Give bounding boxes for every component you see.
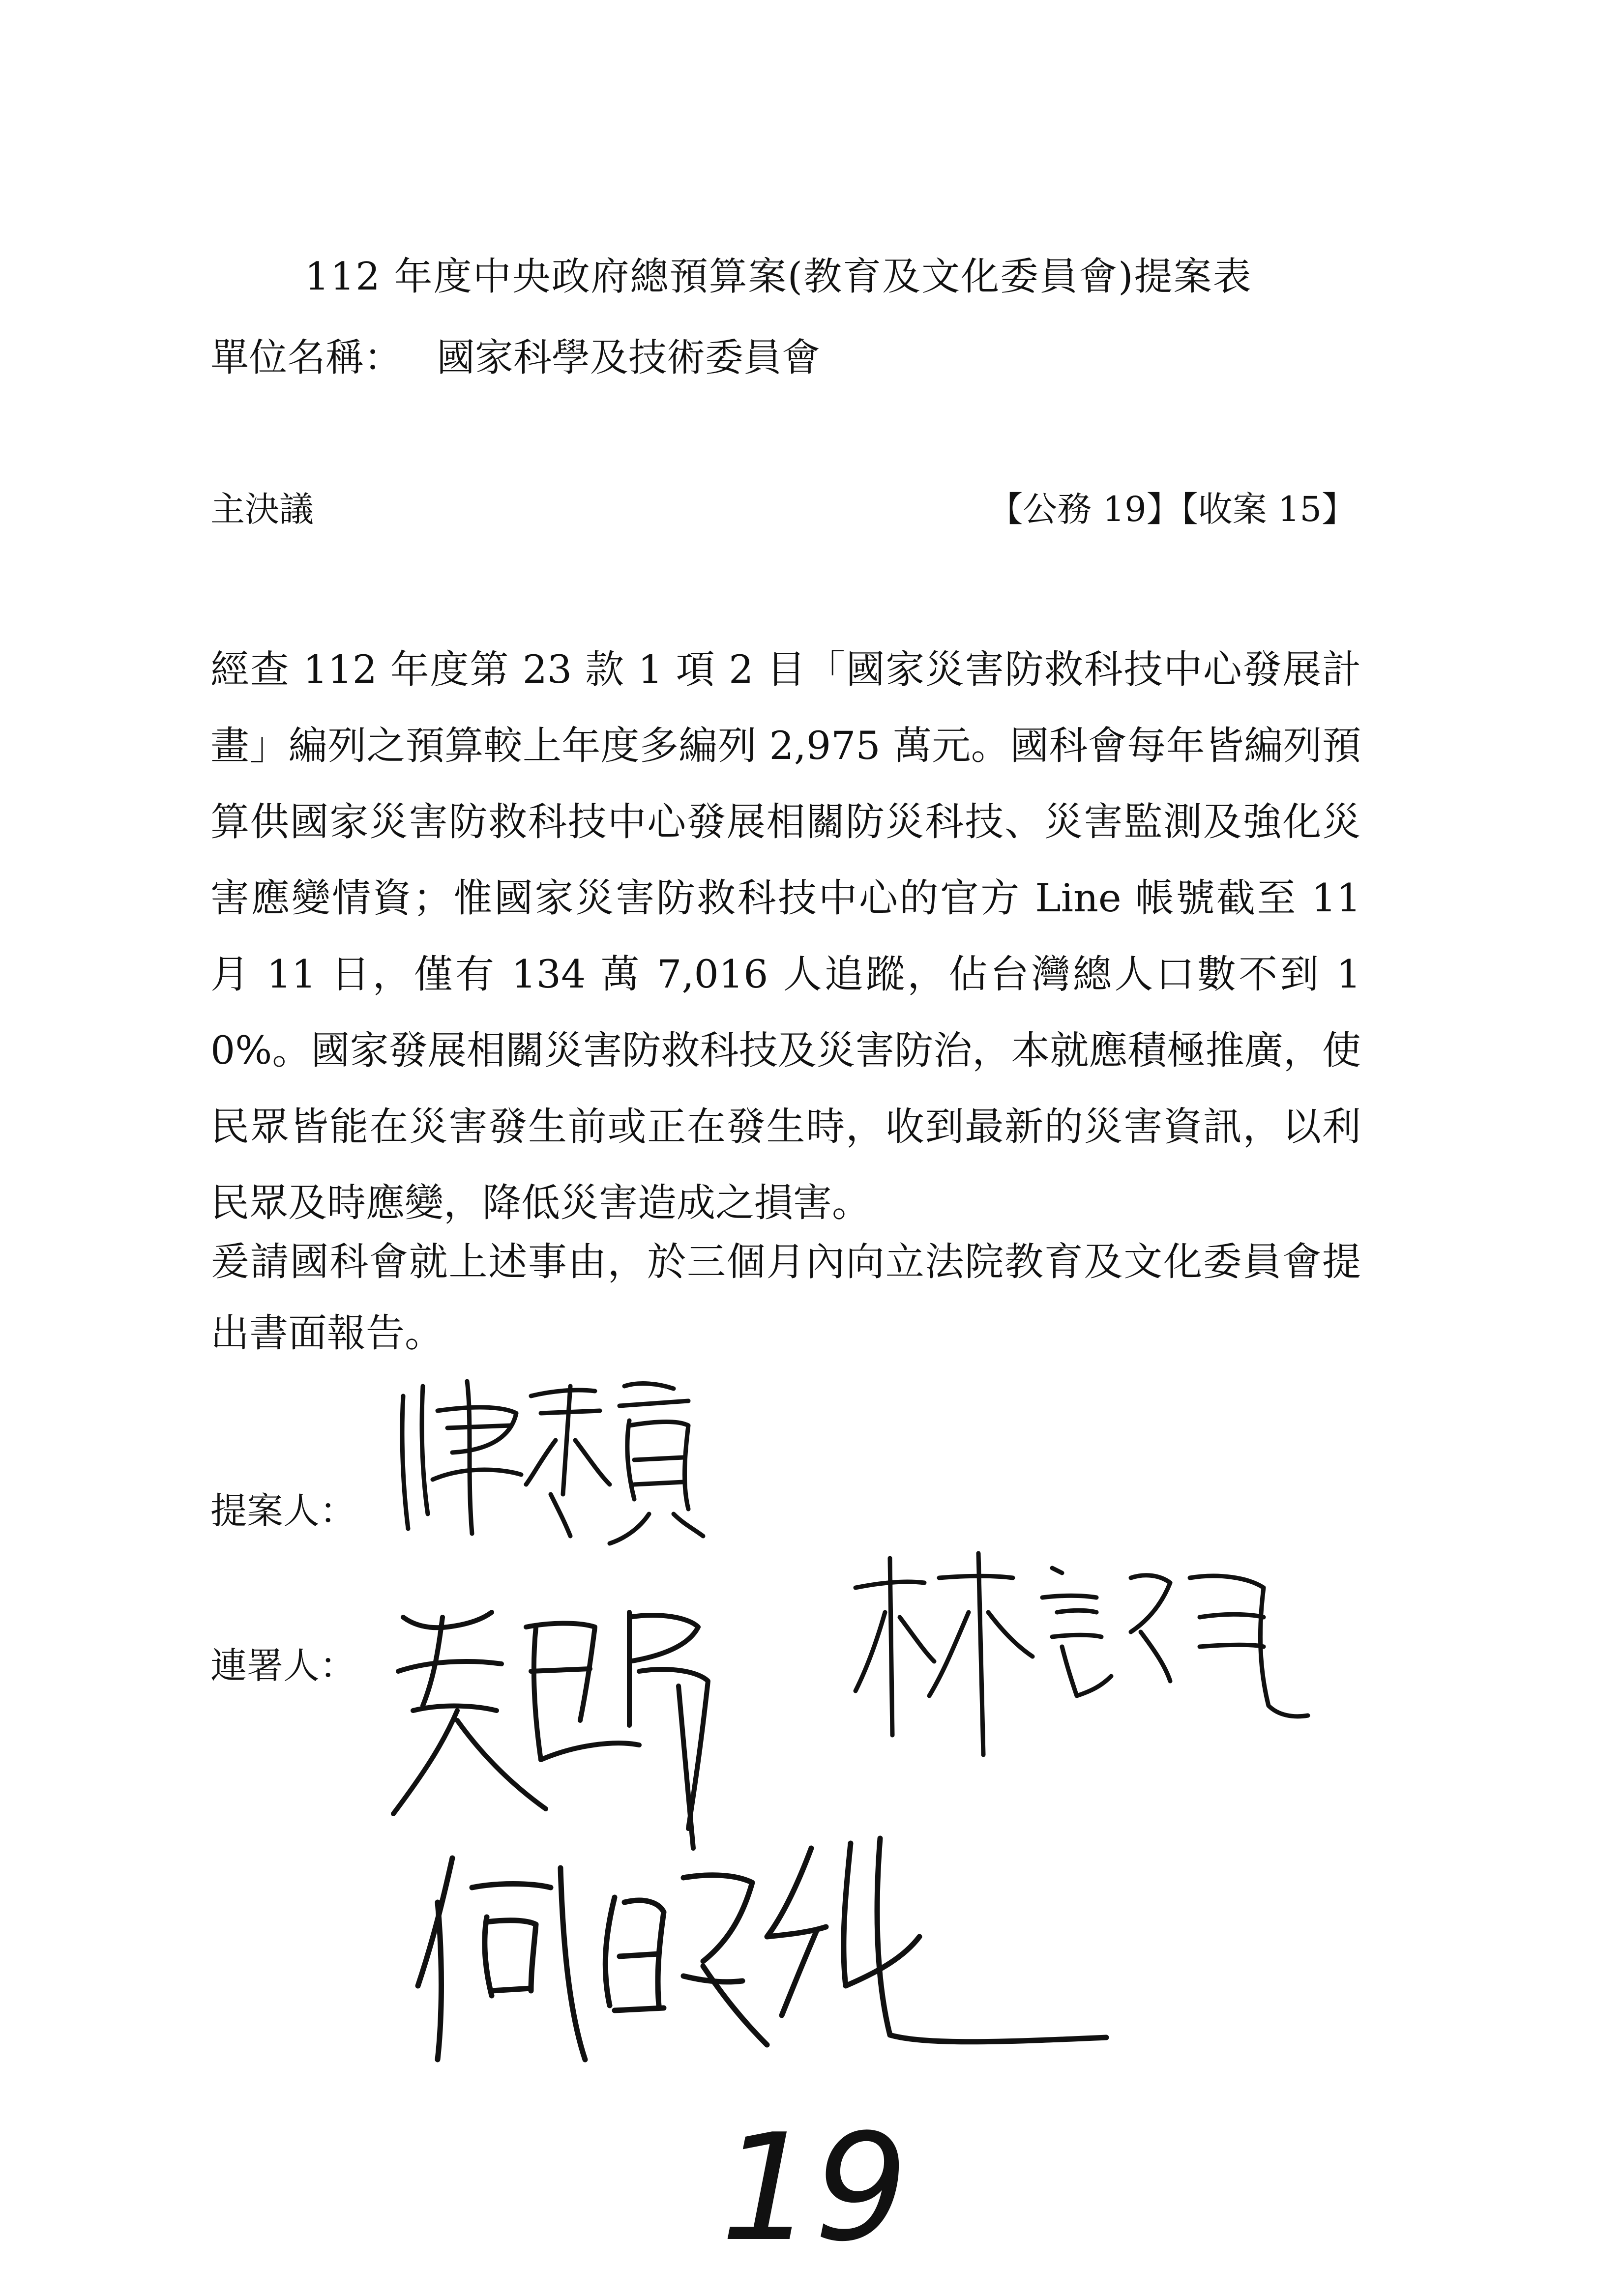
page-number: [715, 2092, 908, 2274]
unit-label: 單位名稱：: [210, 336, 403, 380]
proposer-label: 提案人：: [210, 1490, 356, 1532]
cosigner-label: 連署人：: [210, 1645, 356, 1687]
document-title: 112 年度中央政府總預算案(教育及文化委員會)提案表: [305, 255, 1252, 299]
section-header: [210, 482, 1356, 531]
resolution-body: 經查 112 年度第 23 款 1 項 2 目「國家災害防救科技中心發展計畫」編列之預算較上年度多編列 2,975 萬元。國科會每年皆編列預算供國家災害防救科技中心發展相關防災科技、災害監測及強化災害應變情資；惟國家災害防救科技中心的官方 Line 帳號截至 11 月 11 日，僅有 134 萬 7,016 人追蹤，佔台灣總人口數不到 10%。國家發展相關災害防救科技及災害防治，本就應積極推廣，使民眾皆能在災害發生前或正在發生時，收到最新的災害資訊，以利民眾及時應變，降低災害造成之損害。: [210, 647, 1361, 1225]
page-number-text: 19: [720, 2102, 908, 2274]
unit-row: [210, 327, 820, 382]
section-label: 主決議: [210, 489, 314, 529]
case-tag: 【公務 19】【收案 15】: [988, 489, 1356, 529]
proposer-signature: [393, 1366, 713, 1553]
request-text: 爰請國科會就上述事由，於三個月內向立法院教育及文化委員會提出書面報告。: [210, 1239, 1361, 1356]
cosigner-signature: [384, 1598, 747, 1853]
cosigner-signature: [846, 1548, 1313, 1755]
unit-value: 國家科學及技術委員會: [437, 336, 821, 380]
